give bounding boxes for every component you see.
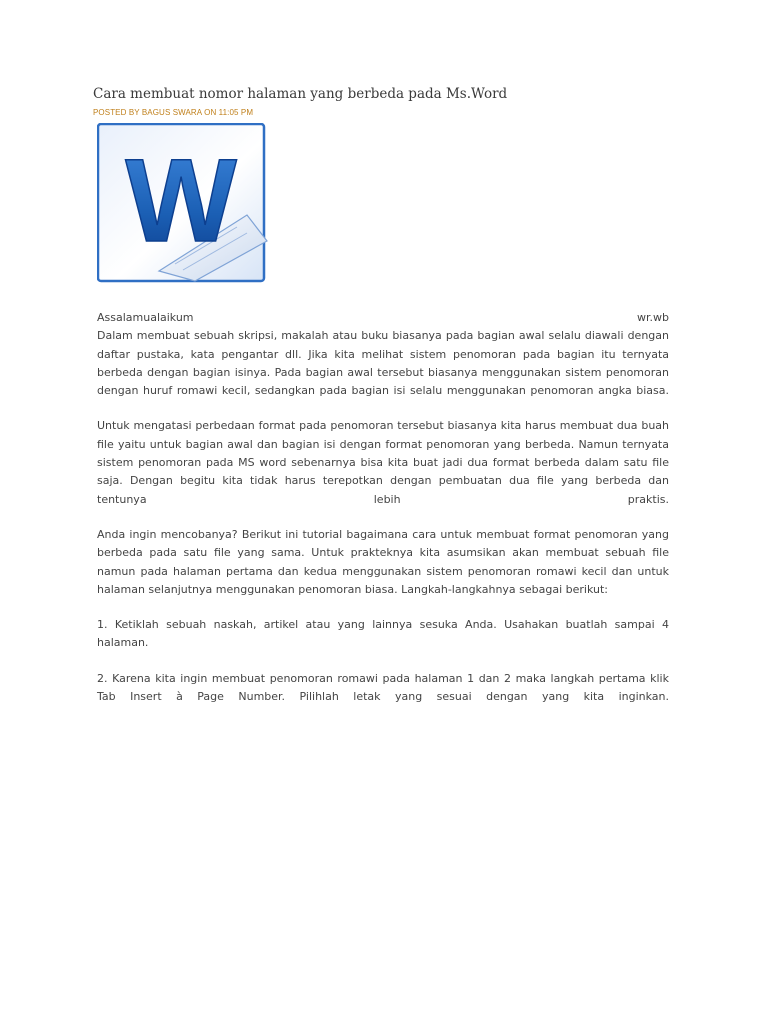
greeting-line bbox=[97, 309, 669, 327]
step-2: 2. Karena kita ingin membuat penomoran romawi pada halaman 1 dan 2 maka langkah pertama klik Tab Insert à Page Number. Pilihlah letak yang sesuai dengan yang kita inginkan. bbox=[97, 671, 669, 704]
step-1: 1. Ketiklah sebuah naskah, artikel atau yang lainnya sesuka Anda. Usahakan buatlah sampai 4 halaman. bbox=[97, 618, 669, 650]
post-meta: POSTED BY BAGUS SWARA ON 11:05 PM bbox=[93, 108, 254, 117]
word-logo-image bbox=[97, 123, 269, 283]
paragraph-3: Anda ingin mencobanya? Berikut ini tutorial bagaimana cara untuk membuat format penomoran yang berbeda pada satu file yang sama. Untuk prakteknya kita asumsikan akan membuat sebuah file namun pada halaman pertama dan kedua menggunakan sistem penomoran romawi kecil dan untuk halaman selanjutnya menggunakan penomoran biasa. Langkah-langkahnya sebagai berikut: bbox=[97, 527, 669, 596]
post-title: Cara membuat nomor halaman yang berbeda pada Ms.Word bbox=[93, 86, 508, 102]
paragraph-2: Untuk mengatasi perbedaan format pada penomoran tersebut biasanya kita harus membuat dua buah file yaitu untuk bagian awal dan bagian isi dengan format penomoran yang berbeda. Namun ternyata sistem penomoran pada MS word sebenarnya bisa kita buat jadi dua format berbeda dalam satu file saja. Dengan begitu kita tidak harus terepotkan dengan pembuatan dua file yang berbeda dan tentunya lebih praktis. bbox=[97, 419, 669, 506]
paragraph-1: Dalam membuat sebuah skripsi, makalah atau buku biasanya pada bagian awal selalu diawali dengan daftar pustaka, kata pengantar dll. Jika kita melihat sistem penomoran pada bagian itu ternyata berbeda dengan bagian isinya. Pada bagian awal tersebut biasanya menggunakan sistem penomoran dengan huruf romawi kecil, sedangkan pada bagian isi selalu menggunakan penomoran angka biasa. bbox=[97, 329, 669, 398]
article-body bbox=[97, 309, 669, 723]
greeting-right: wr.wb bbox=[637, 311, 669, 324]
greeting-left: Assalamualaikum bbox=[97, 311, 194, 324]
logo-letter: W bbox=[125, 135, 237, 267]
word-logo-icon bbox=[97, 123, 269, 283]
